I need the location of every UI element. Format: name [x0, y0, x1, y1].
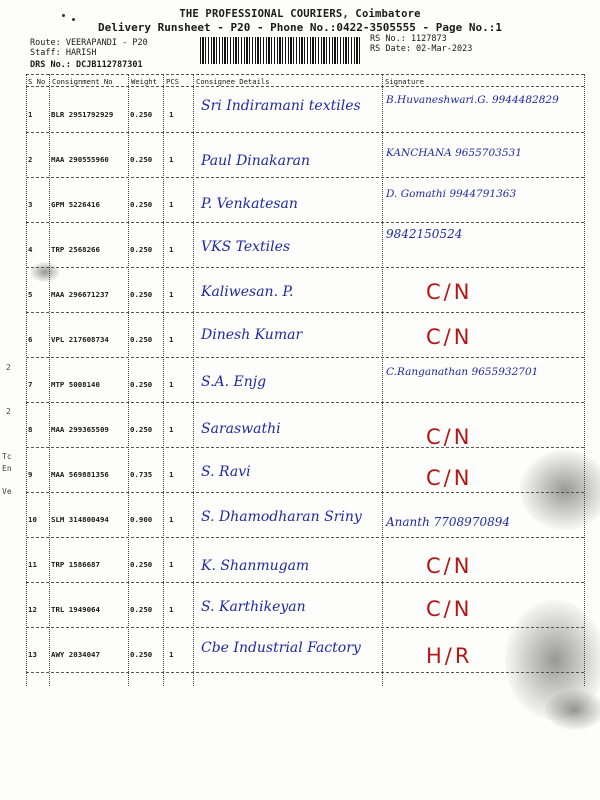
weight-value: 0.250: [130, 650, 153, 659]
pieces-count: 1: [169, 380, 174, 389]
consignee-name: S. Karthikeyan: [201, 599, 306, 615]
header-sno: S No: [28, 77, 46, 86]
weight-value: 0.250: [130, 560, 153, 569]
route-label: Route: VEERAPANDI - P20: [30, 38, 148, 48]
pieces-count: 1: [169, 155, 174, 164]
serial-number: 13: [28, 650, 37, 659]
table-row: [26, 538, 584, 583]
pieces-count: 1: [169, 290, 174, 299]
edge-mark: 2: [6, 407, 11, 416]
weight-value: 0.900: [130, 515, 153, 524]
pieces-count: 1: [169, 560, 174, 569]
weight-value: 0.250: [130, 335, 153, 344]
weight-value: 0.250: [130, 425, 153, 434]
header-weight: Weight: [131, 77, 157, 86]
consignment-number: MTP 5008140: [51, 380, 100, 389]
signature-entry: Ananth 7708970894: [386, 515, 510, 529]
serial-number: 3: [28, 200, 33, 209]
pieces-count: 1: [169, 515, 174, 524]
consignment-number: TRP 2568266: [51, 245, 100, 254]
weight-value: 0.250: [130, 380, 153, 389]
weight-value: 0.250: [130, 200, 153, 209]
barcode: [200, 37, 360, 64]
signature-entry: D. Gomathi 9944791363: [386, 188, 517, 200]
pieces-count: 1: [169, 335, 174, 344]
consignee-name: Paul Dinakaran: [201, 153, 311, 169]
table-row: [26, 403, 584, 448]
runsheet-subtitle: Delivery Runsheet - P20 - Phone No.:0422-3505555 - Page No.:1: [98, 21, 502, 34]
table-row: [26, 493, 584, 538]
consignee-name: S.A. Enjg: [201, 374, 267, 390]
consignment-number: AWY 2034047: [51, 650, 100, 659]
signature-entry: 9842150524: [386, 227, 463, 241]
pieces-count: 1: [169, 470, 174, 479]
row-divider: [26, 672, 584, 673]
consignment-number: BLR 2951792929: [51, 110, 114, 119]
table-row: [26, 628, 584, 673]
pieces-count: 1: [169, 605, 174, 614]
rs-number: RS No.: 1127873: [370, 34, 447, 44]
header-pcs: PCS: [166, 77, 179, 86]
consignee-name: S. Dhamodharan Sriny: [201, 509, 362, 525]
pieces-count: 1: [169, 110, 174, 119]
signature-entry: B.Huvaneshwari.G. 9944482829: [386, 94, 559, 106]
serial-number: 2: [28, 155, 33, 164]
consignment-number: MAA 299365509: [51, 425, 109, 434]
serial-number: 7: [28, 380, 33, 389]
serial-number: 1: [28, 110, 33, 119]
table-row: [26, 448, 584, 493]
consignment-number: VPL 217608734: [51, 335, 109, 344]
consignee-name: P. Venkatesan: [201, 196, 298, 212]
serial-number: 10: [28, 515, 37, 524]
consignment-number: MAA 569881356: [51, 470, 109, 479]
table-row: [26, 358, 584, 403]
ink-smudge: [520, 450, 600, 530]
serial-number: 5: [28, 290, 33, 299]
signature-entry: C/N: [426, 280, 473, 304]
rs-date: RS Date: 02-Mar-2023: [370, 44, 473, 54]
consignment-number: SLM 314800494: [51, 515, 109, 524]
table-row: [26, 178, 584, 223]
table-row: [26, 133, 584, 178]
pieces-count: 1: [169, 425, 174, 434]
edge-mark: En: [2, 464, 12, 473]
serial-number: 12: [28, 605, 37, 614]
weight-value: 0.250: [130, 290, 153, 299]
consignee-name: S. Ravi: [201, 464, 251, 480]
weight-value: 0.250: [130, 110, 153, 119]
consignee-name: Kaliwesan. P.: [201, 284, 294, 300]
table-row: [26, 268, 584, 313]
consignee-name: VKS Textiles: [201, 239, 291, 255]
signature-entry: C/N: [426, 425, 473, 449]
header-divider: [26, 86, 584, 87]
ink-smudge: [545, 690, 600, 730]
consignment-number: TRL 1949064: [51, 605, 100, 614]
table-row: [26, 223, 584, 268]
serial-number: 6: [28, 335, 33, 344]
staff-label: Staff: HARISH: [30, 48, 97, 58]
header-signature: Signature: [385, 77, 424, 86]
drs-number: DRS No.: DCJB112787301: [30, 60, 143, 70]
consignee-name: Dinesh Kumar: [201, 327, 303, 343]
pieces-count: 1: [169, 200, 174, 209]
signature-entry: C/N: [426, 466, 473, 490]
weight-value: 0.250: [130, 245, 153, 254]
edge-mark: 2: [6, 363, 11, 372]
ink-dot: [62, 14, 65, 17]
table-top-border: [26, 74, 584, 75]
consignee-name: K. Shanmugam: [201, 558, 310, 574]
serial-number: 11: [28, 560, 37, 569]
consignee-name: Saraswathi: [201, 421, 281, 437]
header-consignment: Consignment No: [52, 77, 113, 86]
signature-entry: C/N: [426, 325, 473, 349]
table-right-border: [584, 74, 585, 686]
edge-mark: Ve: [2, 487, 12, 496]
consignment-number: TRP 1586687: [51, 560, 100, 569]
signature-entry: C/N: [426, 554, 473, 578]
table-row: [26, 88, 584, 133]
consignee-name: Cbe Industrial Factory: [201, 640, 361, 656]
header-consignee: Consignee Details: [196, 77, 270, 86]
signature-entry: C/N: [426, 597, 473, 621]
weight-value: 0.250: [130, 155, 153, 164]
serial-number: 9: [28, 470, 33, 479]
ink-dot: [72, 18, 75, 21]
signature-entry: H/R: [426, 644, 473, 668]
weight-value: 0.250: [130, 605, 153, 614]
pieces-count: 1: [169, 650, 174, 659]
weight-value: 0.735: [130, 470, 153, 479]
consignee-name: Sri Indiramani textiles: [201, 98, 361, 114]
serial-number: 8: [28, 425, 33, 434]
consignment-number: MAA 290555960: [51, 155, 109, 164]
pieces-count: 1: [169, 245, 174, 254]
signature-entry: C.Ranganathan 9655932701: [386, 366, 539, 378]
serial-number: 4: [28, 245, 33, 254]
consignment-number: MAA 296671237: [51, 290, 109, 299]
table-row: [26, 583, 584, 628]
consignment-number: GPM 5226416: [51, 200, 100, 209]
signature-entry: KANCHANA 9655703531: [386, 147, 522, 159]
company-title: THE PROFESSIONAL COURIERS, Coimbatore: [179, 8, 421, 20]
table-row: [26, 313, 584, 358]
edge-mark: Tc: [2, 452, 12, 461]
ink-smudge: [30, 262, 60, 282]
